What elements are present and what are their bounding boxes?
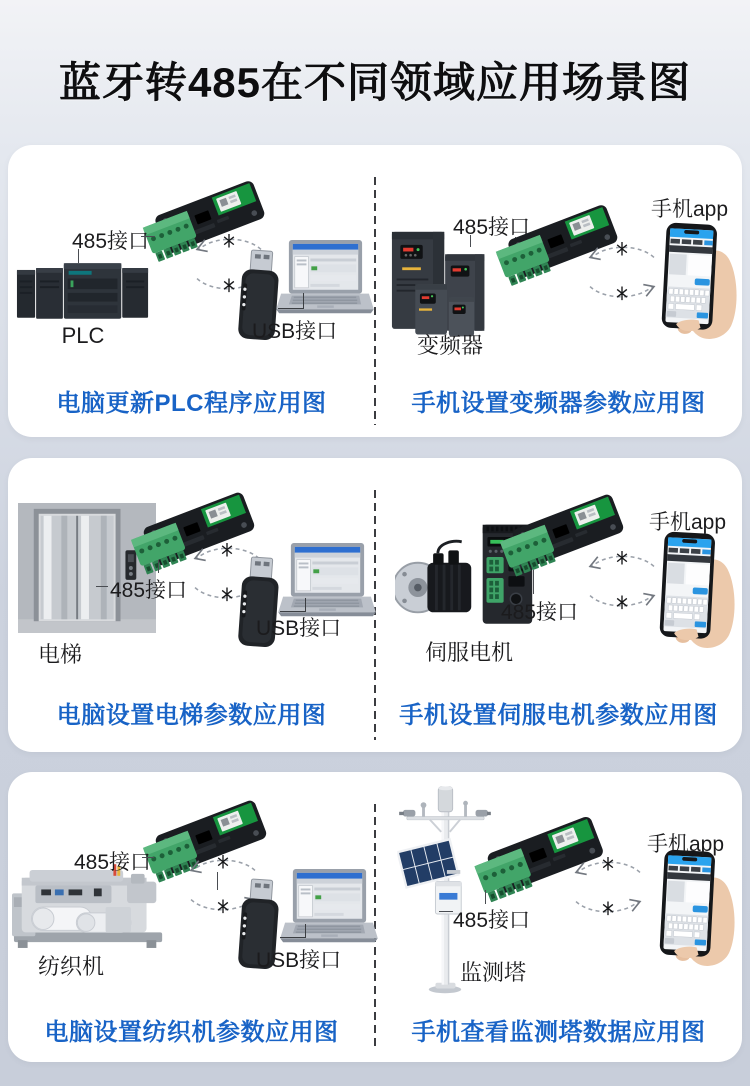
scene-caption: 电脑更新PLC程序应用图	[56, 390, 327, 417]
connector-line	[96, 579, 108, 587]
scene-caption: 电脑设置纺织机参数应用图	[44, 1019, 339, 1046]
panel-1	[8, 145, 742, 437]
connector-line	[533, 570, 534, 594]
scenario-tower	[375, 772, 742, 1062]
device-label: 变频器	[416, 333, 483, 358]
port-485-label: 485接口	[453, 909, 531, 932]
scenario-plc	[8, 145, 375, 437]
phone-app-label: 手机app	[647, 833, 725, 856]
smartphone-hand-icon	[645, 219, 741, 341]
port-usb-label: USB接口	[256, 617, 342, 640]
connector-line	[280, 924, 306, 938]
scenario-elevator	[8, 458, 375, 752]
bluetooth-sync-arrows-icon	[567, 856, 649, 918]
connector-line	[485, 890, 486, 904]
scenario-vfd	[375, 145, 742, 437]
phone-app-label: 手机app	[651, 198, 729, 221]
port-usb-label: USB接口	[252, 320, 338, 343]
scene-caption: 手机查看监测塔数据应用图	[411, 1019, 706, 1046]
smartphone-hand-icon	[643, 528, 739, 650]
scenario-servo	[375, 458, 742, 752]
smartphone-hand-icon	[643, 846, 739, 968]
port-485-label: 485接口	[501, 601, 579, 624]
port-485-label: 485接口	[72, 230, 150, 253]
scene-caption: 手机设置变频器参数应用图	[411, 390, 706, 417]
panel-2	[8, 458, 742, 752]
connector-line	[280, 598, 306, 612]
device-label: 电梯	[38, 642, 83, 667]
connector-line	[470, 235, 471, 247]
device-label: 纺织机	[38, 954, 105, 979]
plc-device-icon	[16, 261, 150, 321]
connector-line	[158, 560, 159, 573]
scene-caption: 电脑设置电梯参数应用图	[56, 702, 327, 729]
connector-line	[278, 293, 304, 309]
connector-line	[78, 249, 79, 263]
port-usb-label: USB接口	[256, 949, 342, 972]
scenario-textile	[8, 772, 375, 1062]
port-485-label: 485接口	[453, 216, 531, 239]
device-label: 伺服电机	[425, 640, 514, 665]
connector-line	[141, 236, 155, 237]
connector-line	[142, 857, 154, 858]
panel-3	[8, 772, 742, 1062]
port-485-label: 485接口	[110, 579, 188, 602]
page-title: 蓝牙转485在不同领域应用场景图	[58, 59, 692, 106]
scene-caption: 手机设置伺服电机参数应用图	[399, 702, 718, 729]
port-485-label: 485接口	[74, 851, 152, 874]
phone-app-label: 手机app	[649, 511, 727, 534]
connector-line	[439, 902, 453, 912]
device-label: 监测塔	[460, 960, 527, 985]
device-label: PLC	[61, 323, 105, 348]
